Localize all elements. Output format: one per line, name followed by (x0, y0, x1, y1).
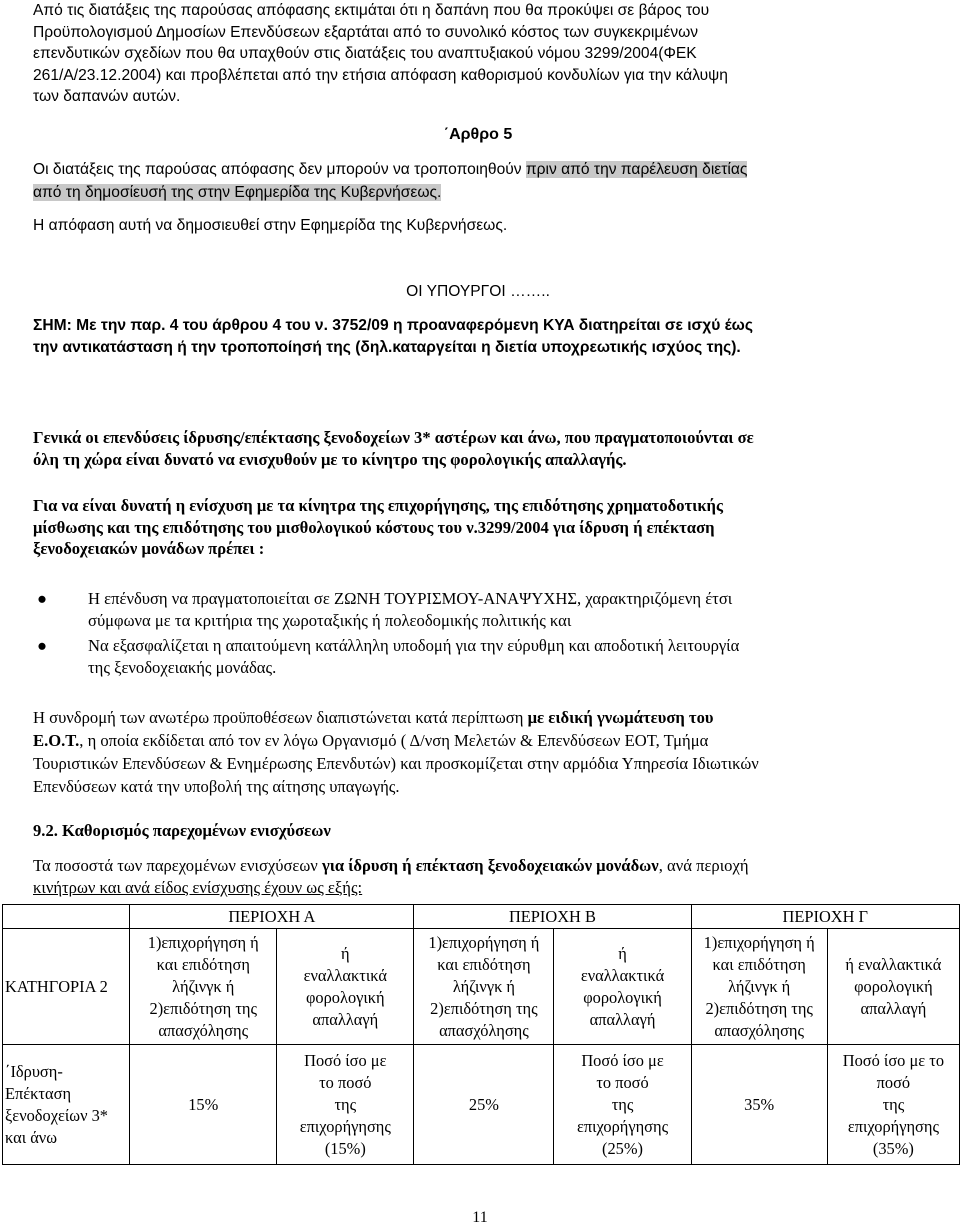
section-heading: 9.2. Καθορισμός παρεχομένων ενισχύσεων (33, 821, 331, 840)
bullet-icon: ● (37, 636, 48, 655)
category-label: ΚΑΤΗΓΟΡΙΑ 2 (3, 929, 130, 1045)
article-text: Οι διατάξεις της παρούσας απόφασης δεν μπορούν να τροποποιηθούν (33, 161, 526, 178)
table-row (3, 929, 960, 1045)
table-row (3, 905, 960, 929)
ministers-line: ΟΙ ΥΠΟΥΡΓΟΙ …….. (406, 283, 550, 300)
region-header-c: ΠΕΡΙΟΧΗ Γ (691, 905, 959, 929)
subsidy-header-c: 1)επιχορήγηση ή και επιδότηση λήζινγκ ή 2)επιδότηση της απασχόλησης (691, 929, 827, 1045)
bullet-icon: ● (37, 589, 48, 608)
intro-line: των δαπανών αυτών. (33, 88, 181, 105)
subsidy-header-a: 1)επιχορήγηση ή και επιδότηση λήζινγκ ή 2)επιδότηση της απασχόλησης (130, 929, 277, 1045)
tax-header-a: ή εναλλακτικά φορολογική απαλλαγή (277, 929, 414, 1045)
support-line: ξενοδοχειακών μονάδων πρέπει : (33, 539, 265, 558)
intro-paragraph (33, 0, 923, 108)
general-line: Γενικά οι επενδύσεις ίδρυσης/επέκτασης ξενοδοχείων 3* αστέρων και άνω, που πραγματοποιούνται σε (33, 428, 754, 447)
eot-opinion-bold: με ειδική γνωμάτευση του (527, 708, 714, 727)
tax-cell-a: Ποσό ίσο με το ποσό της επιχορήγησης (15%) (277, 1045, 414, 1165)
list-item: ● Να εξασφαλίζεται η απαιτούμενη κατάλληλη υποδομή για την εύρυθμη και αποδοτική λειτουργία της ξενοδοχειακής μονάδας. (37, 636, 740, 677)
subsidy-header-b: 1)επιχορήγηση ή και επιδότηση λήζινγκ ή 2)επιδότηση της απασχόλησης (414, 929, 554, 1045)
tax-header-b: ή εναλλακτικά φορολογική απαλλαγή (554, 929, 691, 1045)
list-item: ● Η επένδυση να πραγματοποιείται σε ΖΩΝΗ ΤΟΥΡΙΣΜΟΥ-ΑΝΑΨΥΧΗΣ, χαρακτηριζόμενη έτσι σύμφωνα με τα κριτήρια της χωροταξικής ή πολεοδομικής πολιτικής και (37, 589, 733, 630)
intro-line: Προϋπολογισμού Δημοσίων Επενδύσεων εξαρτάται από το συνολικό κόστος των συγκεκριμένων (33, 23, 699, 41)
intro-line: επενδυτικών σχεδίων που θα υπαχθούν στις διατάξεις του αναπτυξιακού νόμου 3299/2004(ΦΕΚ (33, 45, 697, 62)
rate-cell-a: 15% (130, 1045, 277, 1165)
requirements-list (33, 588, 923, 679)
article-title: ΄Αρθρο 5 (443, 126, 513, 143)
intro-line: Από τις διατάξεις της παρούσας απόφασης εκτιμάται ότι η δαπάνη που θα προκύψει σε βάρος του (33, 2, 710, 19)
article-highlight: από τη δημοσίευσή της στην Εφημερίδα της Κυβερνήσεως. (33, 184, 442, 201)
general-line: όλη τη χώρα είναι δυνατό να ενισχυθούν με το κίνητρο της φορολογικής απαλλαγής. (33, 449, 627, 469)
article-paragraph (33, 158, 923, 204)
table-cell-empty (3, 905, 130, 929)
eot-paragraph: Η συνδρομή των ανωτέρω προϋποθέσεων διαπιστώνεται κατά περίπτωση με ειδική γνωμάτευση του Ε.Ο.Τ., η οποία εκδίδεται από τον εν λόγω Οργανισμό ( Δ/νση Μελετών & Επενδύσεων ΕΟΤ, Τμήμα Τουριστικών Επενδύσεων & Ενημέρωσης Επενδυτών) και προσκομίζεται στην αρμόδια Υπηρεσία Ιδιωτικών Επενδύσεων κατά την υποβολή της αίτησης υπαγωγής. (33, 708, 759, 796)
page-number: 11 (472, 1209, 488, 1226)
note-line: την αντικατάσταση ή την τροποποίησή της (δηλ.καταργείται η διετία υποχρεωτικής ισχύος της). (33, 338, 741, 356)
eot-abbrev: Ε.Ο.Τ. (33, 731, 80, 750)
row-label: ΄Ιδρυση- Επέκταση ξενοδοχείων 3* και άνω (3, 1045, 130, 1165)
article-highlight: πριν από την παρέλευση διετίας (525, 161, 748, 178)
table-row (3, 1045, 960, 1165)
rate-cell-c: 35% (691, 1045, 827, 1165)
publish-paragraph: Η απόφαση αυτή να δημοσιευθεί στην Εφημερίδα της Κυβερνήσεως. (33, 217, 508, 234)
support-line: Για να είναι δυνατή η ενίσχυση με τα κίνητρα της επιχορήγησης, της επιδότησης χρηματοδοτικής (33, 496, 723, 515)
tax-cell-b: Ποσό ίσο με το ποσό της επιχορήγησης (25%) (554, 1045, 691, 1165)
support-line: μίσθωσης και της επιδότησης του μισθολογικού κόστους του ν.3299/2004 για ίδρυση ή επέκταση (33, 517, 715, 537)
rate-cell-b: 25% (414, 1045, 554, 1165)
note-paragraph (33, 315, 923, 358)
tax-cell-c: Ποσό ίσο με το ποσό της επιχορήγησης (35%) (827, 1045, 959, 1165)
region-header-a: ΠΕΡΙΟΧΗ Α (130, 905, 414, 929)
region-header-b: ΠΕΡΙΟΧΗ Β (414, 905, 691, 929)
general-paragraph (33, 427, 923, 470)
intro-line: 261/Α/23.12.2004) και προβλέπεται από την ετήσια απόφαση καθορισμού κονδυλίων για την κάλυψη (33, 66, 728, 84)
rates-paragraph: Τα ποσοστά των παρεχομένων ενισχύσεων για ίδρυση ή επέκταση ξενοδοχειακών μονάδων, ανά περιοχή κινήτρων και ανά είδος ενίσχυσης έχουν ως εξής: (33, 856, 749, 897)
support-paragraph (33, 495, 923, 560)
incentive-rates-table (2, 904, 960, 1165)
note-line: ΣΗΜ: Με την παρ. 4 του άρθρου 4 του ν. 3752/09 η προαναφερόμενη ΚΥΑ διατηρείται σε ισχύ έως (33, 317, 753, 334)
tax-header-c: ή εναλλακτικά φορολογική απαλλαγή (827, 929, 959, 1045)
